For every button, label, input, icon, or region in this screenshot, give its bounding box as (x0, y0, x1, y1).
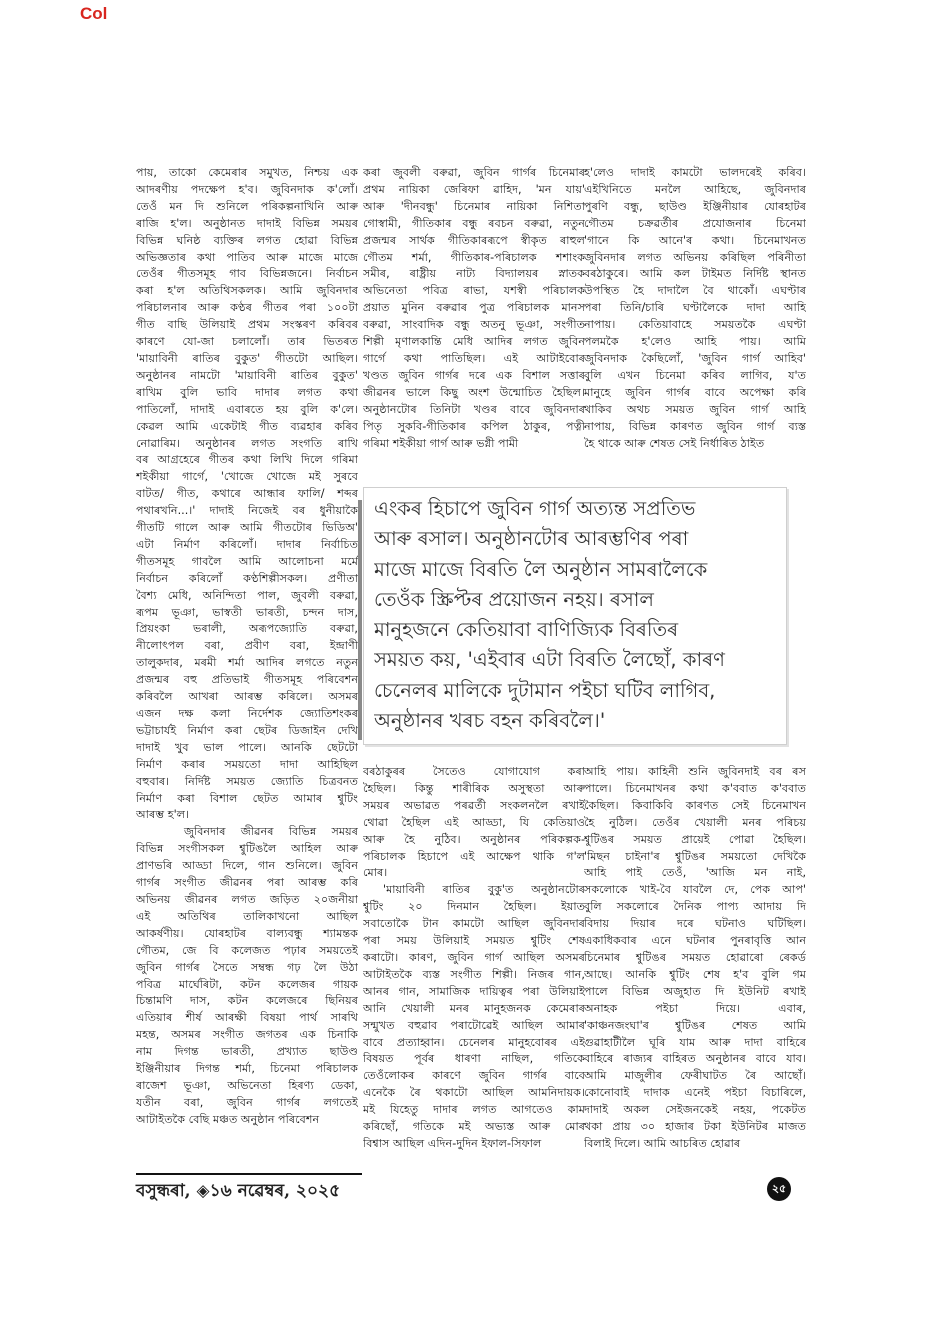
text-line: প্ৰথম নায়িকা জেৰিফা ৱাহিদ, 'মন যায়' (363, 182, 585, 196)
text-line: কৰা হ'ল অতিথিসকলক। আমি জুবিনদাৰ (136, 284, 358, 298)
text-line: বৰুৱা, সাংবাদিক বন্ধু অতনু ভূঞা, সংগীত (363, 318, 585, 332)
text-line: আনি খেয়ালী মনৰ মানুহজনক কেমেৰাৰ (363, 1001, 585, 1015)
text-line: থকা প্ৰায় ৩০ হাজাৰ টকা ইউনিটৰ মাজত (584, 1120, 806, 1134)
text-line: গৌতম, জে বি কলেজত পঢ়াৰ সময়তেই (136, 943, 358, 957)
text-line: কোনোবাই দাদাক এনেই পইচা বিচাৰিলে, (584, 1086, 806, 1100)
text-line: সন্মুখত বহুৱাব পৰাটোৱেই আছিল আমাৰ (363, 1018, 585, 1032)
text-line: বিলাই দিলে। আমি আচৰিত হোৱাৰ (584, 1136, 741, 1150)
text-line: বৰঠাকুৰে। আমি কল টাইমত নিৰ্দিষ্ট স্থানত (584, 267, 806, 281)
article-column-2-top (363, 165, 585, 452)
text-line: শইকীয়া গাৰ্গে, 'খোজে খোজে মই সুৰবে (136, 470, 358, 484)
text-line: সবাতোকৈ টান কামটো আছিল জুবিনদাৰ (363, 917, 585, 931)
text-line: খণ্ডত জুবিন গাৰ্গৰ দৰে এক বিশাল সত্তাৰ (363, 368, 585, 382)
text-line: মোৰ। (363, 866, 388, 880)
text-line: পালে বিভিন্ন অজুহাত দি ইউনিট ৰখাই (584, 984, 806, 998)
text-line: ৰাখিম বুলি ভাবি দাদাৰ লগত কথা (136, 385, 358, 399)
text-line: উপস্থিত হৈ দাদালৈ বৈ থাকোঁ। এঘণ্টাৰ (584, 284, 806, 298)
text-line: 'মায়াবিনী ৰাতিৰ বুকু'ত অনুষ্ঠানটোৰ (383, 883, 585, 897)
text-line: গৌতম চক্ৰৱৰ্তীৰ প্ৰযোজনাৰ চিনেমা (584, 216, 806, 230)
article-column-1 (136, 165, 358, 1129)
text-line: পাতিলোঁ, দাদাই এবাৰতে হয় বুলি ক'লে। (136, 402, 358, 416)
footer-publication-date: বসুন্ধৰা, ◈১৬ নৱেম্বৰ, ২০২৫ (136, 1181, 341, 1201)
text-line: মানুহজনে কেতিয়াবা বাণিজ্যিক বিৰতিৰ (374, 618, 679, 642)
text-line: আছে। আনকি শ্বুটিং শেষ হ'ব বুলি গম (584, 967, 806, 981)
text-line: আমি মাজুলীৰ ফেৰীঘাটত ৰৈ আছোঁ। (584, 1069, 806, 1083)
text-line: পুৰণি বন্ধু, ছাউণ্ড ইঞ্জিনীয়াৰ যোৰহাটৰ (584, 199, 806, 213)
text-line: তেওঁক স্ক্ৰিপ্টৰ প্ৰয়োজন নহয়। ৰসাল (374, 587, 654, 611)
text-line: প্ৰজন্মৰ বহু প্ৰতিভাই গীতসমূহ পৰিবেশন (136, 673, 358, 687)
text-line: তেওঁ মন দি শুনিলে পৰিকল্পনাখিনি আৰু (136, 199, 358, 213)
text-line: গৰিমা শইকীয়া গাৰ্গ আৰু ভগ্নী পামী (363, 436, 519, 450)
text-line: 'মিছন চাইনা'ৰ শ্বুটিঙৰ সময়তো দেখিকৈ (584, 849, 806, 863)
text-line: আহি পাই তেওঁ, 'আজি মন নাই, (584, 866, 806, 880)
text-line: পৰিচালক হিচাপে এই আক্ষেপ থাকি গ'ল (363, 849, 585, 863)
page-number-badge: ২৫ (767, 1177, 791, 1201)
text-line: হৈ থাকে আৰু শেষত সেই নিৰ্ধাৰিত ঠাইত (584, 436, 765, 450)
text-line: নিৰ্মাণ কৰাৰ সময়তো দাদা আহিছিল (136, 757, 358, 771)
text-line: প্ৰজন্মৰ সাৰ্থক গীতিকাৰৰূপে স্বীকৃত ৰাহুল (363, 233, 585, 247)
text-line: যতীন বৰা, জুবিন গাৰ্গৰ লগতেই (136, 1095, 358, 1109)
text-line: প্ৰিয়ংকা ভৰালী, অৰূপজ্যোতি বৰুৱা, (136, 622, 358, 636)
text-line: ইঞ্জিনীয়াৰ দিগন্ত শৰ্মা, চিনেমা পৰিচালক (136, 1062, 358, 1076)
text-line: শ্বুটিঙৰ সময়ত প্ৰায়েই পোৱা হৈছিল। (584, 832, 806, 846)
text-line: তেওঁৰ গীতসমূহ গাব বিভিন্নজনে। নিৰ্বাচন (136, 267, 358, 281)
text-line: চেনেলৰ মালিকে দুটামান পইচা ঘটিব লাগিব, (374, 678, 716, 702)
text-line: কৰা জুবলী বৰুৱা, জুবিন গাৰ্গৰ চিনেমাৰ (363, 166, 585, 179)
text-line: কেৱল আমি একেটাই গীত ব্যৱহাৰ কৰিব (136, 419, 358, 433)
article-column-3-bottom (584, 764, 806, 1153)
text-line: পৰিচালনাৰ আৰু কণ্ঠৰ গীতৰ পৰা ১০০টা (136, 301, 358, 315)
text-line: মই যিহেতু দাদাৰ লগত আগতেও কাম (363, 1103, 585, 1117)
text-line: অভিনেতা পবিত্ৰ ৰাভা, যশস্বী পৰিচালক (363, 284, 585, 298)
text-line: গাৰ্গৰ সংগীত জীৱনৰ পৰা আৰম্ভ কৰি (136, 876, 358, 890)
text-line: নীলোৎপল বৰা, প্ৰবীণ বৰা, ইন্দ্ৰাণী (136, 639, 358, 653)
text-line: নাপায়, বিভিন্ন কাৰণত জুবিন গাৰ্গ ব্যস্ত (584, 419, 806, 433)
text-line: এজন দক্ষ কলা নিৰ্দেশক জ্যোতিশংকৰ (136, 707, 358, 720)
text-line: বৰ আগ্ৰহেৰে গীতৰ কথা লিখি দিলে গৰিমা (136, 453, 358, 467)
text-line: আৰু 'দীনবন্ধু' চিনেমাৰ নায়িকা নিশিতা (363, 199, 585, 213)
text-line: বৰঠাকুৰৰ সৈতেও যোগাযোগ কৰা (363, 765, 585, 778)
text-line: চিনেমাৰ শ্বুটিঙৰ সময়ত হোৱাৰো ৰেকৰ্ড (584, 950, 806, 964)
text-line: তেওঁলোকৰ কাৰণে জুবিন গাৰ্গৰ বাবে (363, 1069, 585, 1083)
text-line: 'গানে কি আনে'ৰ কথা। চিনেমাখনত (584, 233, 806, 247)
text-line: দাদাই অকল সেইজনকেই নহয়, পকেটত (584, 1103, 806, 1117)
text-line: জুবিনদাৰ লগত অভিনয় কৰিছিল পৰিনীতা (584, 250, 806, 264)
text-line: গীতসমূহ গাবলৈ আমি আলোচনা মৰ্মে (136, 554, 358, 568)
text-line: পলমকৈ হ'লেও আহি পায়। আমি (584, 335, 806, 349)
text-line: আৰু ৰসাল। অনুষ্ঠানটোৰ আৰম্ভণিৰ পৰা (374, 527, 689, 551)
text-line: বুলি সকলোৰে দৈনিক পাপ্য আদায় দি (584, 900, 806, 914)
text-line: বুলি এখন চিনেমা কৰিব লাগিব, য'ত (584, 368, 806, 382)
text-line: পৰা সময় উলিয়াই সময়ত শ্বুটিং শেষ (363, 934, 585, 948)
text-line: তালুকদাৰ, মৰমী শৰ্মা আদিৰ লগতে নতুন (136, 656, 358, 670)
text-line: অনুষ্ঠানৰ নামটো 'মায়াবিনী ৰাতিৰ বুকুত' (136, 368, 358, 382)
text-line: আকৰ্ষণীয়। যোৰহাটৰ বাল্যবন্ধু শ্যামন্তক (136, 926, 358, 940)
text-line: নাম দিগন্ত ভাৰতী, প্ৰখ্যাত ছাউণ্ড (136, 1045, 358, 1059)
text-line: আৰম্ভ হ'ল। (136, 808, 190, 822)
text-line: এতিয়াৰ শীৰ্ষ আৰক্ষী বিষয়া পাৰ্থ সাৰথি (136, 1011, 358, 1025)
text-line: এংকৰ হিচাপে জুবিন গাৰ্গ অত্যন্ত সপ্ৰতিভ (374, 497, 696, 520)
text-line: গাৰ্গে কথা পাতিছিল। এই আটাইবোৰ (363, 351, 585, 365)
text-line: সমীৰ, ৰাষ্ট্ৰীয় নাট্য বিদ্যালয়ৰ স্নাতক (363, 267, 585, 281)
text-line: অনাহক পইচা দিয়ে। এবাৰ, (584, 1001, 806, 1015)
text-line: শ্বুটিং ২০ দিনমান হৈছিল। ইয়াত (363, 900, 585, 914)
text-line: গীতটি গালে আৰু আমি গীতটোৰ ভিডিঅ' (136, 521, 358, 535)
text-line: কৈছিল। কিবাকিবি কাৰণত সেই চিনেমাখন (584, 798, 806, 812)
text-line: পৰা তিনি/চাৰি ঘণ্টালৈকে দাদা আহি (584, 301, 806, 315)
text-line: আটাইতকৈ ব্যস্ত সংগীত শিল্পী। নিজৰ গান, (363, 967, 585, 981)
text-line: গুৱাহাটীলৈ ঘূৰি যাম আৰু দাদা বাহিৰে (584, 1035, 806, 1049)
text-line: জুবিন গাৰ্গৰ সৈতে সম্বন্ধ গঢ় লৈ উঠা (136, 960, 358, 974)
text-line: আটাইতকৈ বেছি মঞ্চত অনুষ্ঠান পৰিবেশন (136, 1112, 320, 1126)
text-line: বৈশ্য মেধি, অনিন্দিতা পাল, জুবলী বৰুৱা, (136, 588, 358, 602)
text-line: অভিনয় জীৱনৰ লগত জড়িত ২০জনীয়া (136, 892, 358, 906)
text-line: প্ৰাণভৰি আড্ডা দিলে, গান শুনিলে। জুবিন (136, 859, 358, 873)
text-line: জীৱনৰ ভালে কিছু অংশ উন্মোচিত হৈছিল। (363, 385, 585, 399)
text-line: বাবে প্ৰত্যাহ্বান। চেনেলৰ মানুহবোৰৰ এই (363, 1035, 585, 1049)
text-line: অনুষ্ঠানৰ খৰচ বহন কৰিবলৈ।' (374, 709, 606, 733)
text-line: পায়, তাকো কেমেৰাৰ সমুখত, নিশ্চয় এক (136, 166, 358, 179)
text-line: পিতৃ সুকবি-গীতিকাৰ কপিল ঠাকুৰ, পত্নী (363, 419, 585, 433)
text-line: নিৰ্মাণ কৰা বিশাল ছেটত আমাৰ শ্বুটিং (136, 791, 358, 805)
text-line: সকলোকে খাই-বৈ যাবলৈ দে, পেক আপ' (584, 883, 806, 897)
pull-quote-box (363, 487, 787, 745)
text-line: ৰাজি হ'ল। অনুষ্ঠানত দাদাই বিভিন্ন সময়ৰ (136, 216, 358, 230)
text-line: ভট্টাচাৰ্যই নিৰ্মাণ কৰা ছেটৰ ডিজাইন দেখি (136, 723, 358, 737)
text-line: পবিত্ৰ মাৰ্ঘেৰিটা, কটন কলেজৰ গায়ক (136, 977, 358, 991)
article-column-3-top (584, 165, 806, 452)
text-line: পথাৰখনি...।' দাদাই নিজেই বৰ ধুনীয়াকৈ (136, 504, 358, 518)
text-line: বাহিৰে ৰাজ্যৰ বাহিৰত অনুষ্ঠানৰ বাবে যাব। (584, 1052, 806, 1066)
pull-quote-accent-bar (358, 500, 362, 740)
pull-quote-text (374, 494, 778, 736)
footer-divider (136, 1173, 362, 1175)
text-line: পালে। চিনেমাখনৰ কথা ক'ববাত ক'ববাত (584, 781, 806, 795)
text-line: মাজে মাজে বিৰতি লৈ অনুষ্ঠান সামৰালৈকে (374, 557, 708, 581)
text-line: দাদাই খুব ভাল পালে। আনকি ছেটটো (136, 740, 358, 754)
text-line: বিষয়ত পূৰ্বৰ ধাৰণা নাছিল, গতিকে (363, 1052, 585, 1066)
text-line: গীত বাছি উলিয়াই প্ৰথম সংস্কৰণ কৰিবৰ (136, 318, 358, 332)
text-line: অনুষ্ঠানটোৰ তিনিটা খণ্ডৰ বাবে জুবিনদাৰ (363, 402, 585, 416)
text-line: সময়ত কয়, 'এইবাৰ এটা বিৰতি লৈছোঁ, কাৰণ (374, 648, 725, 672)
text-line: কৰাটো। কাৰণ, জুবিন গাৰ্গ আছিল অসমৰ (363, 950, 585, 964)
text-line: মানুহে জুবিন গাৰ্গৰ বাবে অপেক্ষা কৰি (584, 385, 806, 399)
text-line: হৈছিল। কিন্তু শাৰীৰিক অসুস্থতা আৰু (363, 781, 585, 795)
text-line: বিদায় দিয়াৰ দৰে ঘটনাও ঘটিছিল। (584, 917, 806, 931)
text-line: এইখিনিতে মনলৈ আহিছে, জুবিনদাৰ (584, 182, 806, 196)
text-line: কৰিছোঁ, গতিকে মই অভ্যস্ত আৰু মোৰ (363, 1120, 585, 1134)
text-line: প্ৰয়াত মুনিন বৰুৱাৰ পুত্ৰ পৰিচালক মানস (363, 301, 585, 315)
text-line: এই অতিথিৰ তালিকাখনো আছিল (136, 909, 358, 923)
text-line: আহি পায়। কাহিনী শুনি জুবিনদাই বৰ ৰস (584, 765, 806, 778)
text-line: জুবিনদাৰ জীৱনৰ বিভিন্ন সময়ৰ (184, 825, 358, 839)
text-line: আদৰণীয় পদক্ষেপ হ'ব। জুবিনদাক ক'লোঁ। (136, 182, 358, 196)
text-line: একাধিকবাৰ এনে ঘটনাৰ পুনৰাবৃত্তি আন (584, 934, 806, 948)
text-line: জুবিনদাক কৈছিলোঁ, 'জুবিন গাৰ্গ আহিব' (584, 351, 806, 365)
text-line: সময়ৰ অভাৱত পৰৱৰ্তী সংকলনলৈ ৰখাই (363, 798, 585, 812)
text-line: শিল্পী মৃণালকান্তি মেধি আদিৰ লগত জুবিন (363, 335, 585, 349)
text-line: নোৱাৰিম। অনুষ্ঠানৰ লগত সংগতি ৰাখি (136, 436, 358, 450)
text-line: ৰাজেশ ভূঞা, অভিনেতা হিৰণ্য ডেকা, (136, 1078, 358, 1092)
text-line: বহুবাৰ। নিৰ্দিষ্ট সময়ত জ্যোতি চিত্ৰবনত (136, 774, 358, 788)
text-line: ৰূপম ভূঞা, ভাস্বতী ভাৰতী, চন্দন দাস, (136, 605, 358, 619)
text-line: বিভিন্ন ঘনিষ্ঠ ব্যক্তিৰ লগত হোৱা বিভিন্ন (136, 233, 358, 247)
text-line: থোৱা হৈছিল এই আড্ডা, যি কেতিয়াও (363, 815, 585, 829)
text-line: চিন্তামণি দাস, কটন কলেজৰে ছিনিয়ৰ (136, 994, 358, 1008)
text-line: 'মায়াবিনী ৰাতিৰ বুকুত' গীতটো আছিল। (136, 351, 358, 365)
text-line: মহন্ত, অসমৰ সংগীত জগতৰ এক চিনাকি (136, 1028, 358, 1042)
text-line: অভিজ্ঞতাৰ কথা পাতিব আৰু মাজে মাজে (136, 250, 358, 264)
text-line: বাটত/ গীত, কথাৰে আন্ধাৰ ফালি/ শব্দৰ (136, 487, 358, 501)
text-line: 'কাঞ্চনজংঘা'ৰ শ্বুটিঙৰ শেষত আমি (584, 1018, 806, 1032)
text-line: কৰিবলৈ আখৰা আৰম্ভ কৰিলে। অসমৰ (136, 690, 358, 704)
text-line: হৈ নুঠিল। তেওঁৰ খেয়ালী মনৰ পৰিচয় (584, 815, 806, 829)
article-column-2-bottom (363, 764, 585, 1153)
text-line: থাকিব অথচ সময়ত জুবিন গাৰ্গ আহি (584, 402, 806, 416)
text-line: নিৰ্বাচন কৰিলোঁ কণ্ঠশিল্পীসকল। প্ৰণীতা (136, 571, 358, 585)
text-line: নাপায়। কেতিয়াবাহে সময়তকৈ এঘণ্টা (584, 318, 806, 332)
text-line: বিভিন্ন সংগীসকল শ্বুটিঙলৈ আহিল আৰু (136, 842, 358, 856)
text-line: কাৰণে যো-জা চলালোঁ। তাৰ ভিতৰত (136, 335, 358, 349)
text-line: এনেকৈ ৰৈ থকাটো আছিল আমনিদায়ক। (363, 1086, 585, 1100)
text-line: আৰু হৈ নুঠিব। অনুষ্ঠানৰ পৰিকল্পক- (363, 832, 585, 846)
text-line: গৌতম শৰ্মা, গীতিকাৰ-পৰিচালক শশাংক (363, 250, 585, 264)
text-line: হ'লেও দাদাই কামটো ভালদৰেই কৰিব। (584, 166, 806, 179)
text-line: বিশ্বাস আছিল এদিন-দুদিন ইফাল-সিফাল (363, 1136, 542, 1150)
corner-tag: Col (80, 4, 108, 23)
text-line: আনৰ গান, সামাজিক দায়িত্বৰ পৰা উলিয়াই (363, 984, 585, 998)
text-line: গোস্বামী, গীতিকাৰ বন্ধু ৰবচন বৰুৱা, নতুন (363, 216, 585, 230)
text-line: এটা নিৰ্মাণ কৰিলোঁ। দাদাৰ নিৰ্বাচিত (136, 537, 358, 551)
